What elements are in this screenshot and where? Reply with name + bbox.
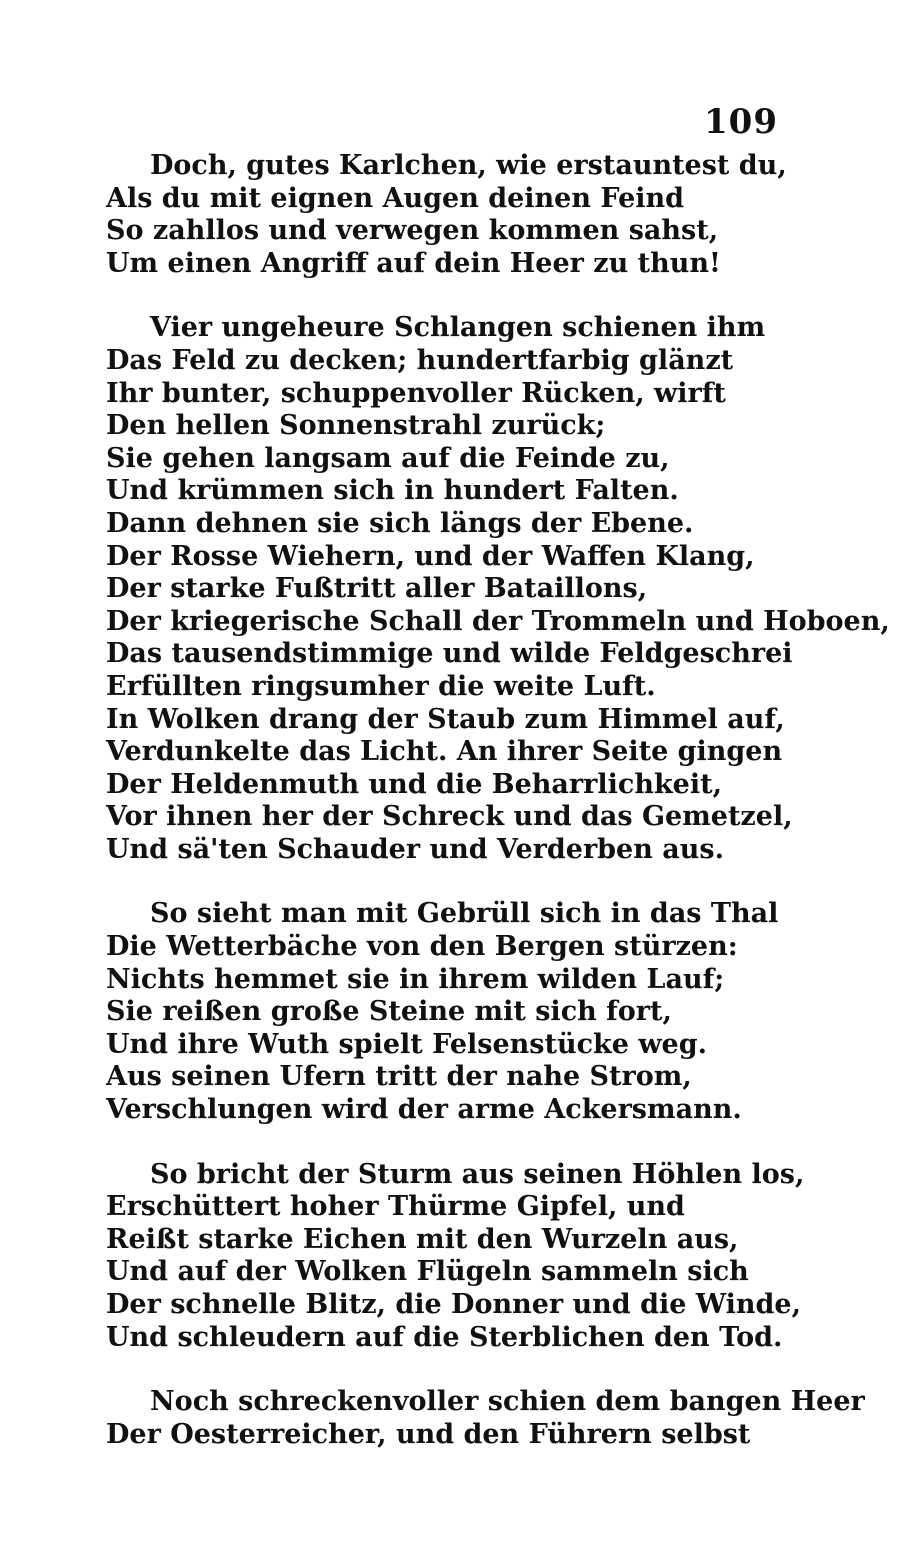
verse-line: Sie reißen große Steine mit sich fort, (106, 996, 672, 1028)
verse-line: Die Wetterbäche von den Bergen stürzen: (106, 931, 738, 963)
verse-line: Erschüttert hoher Thürme Gipfel, und (106, 1191, 685, 1223)
verse-line: Verdunkelte das Licht. An ihrer Seite gingen (106, 736, 783, 768)
stanza-3 (106, 898, 786, 1126)
verse-line: Der kriegerische Schall der Trommeln und Hoboen, (106, 605, 890, 637)
verse-line: Aus seinen Ufern tritt der nahe Strom, (106, 1061, 692, 1093)
verse-line: Der schnelle Blitz, die Donner und die Winde, (106, 1289, 801, 1320)
stanza-2 (106, 312, 890, 866)
verse-line: Und schleudern auf die Sterblichen den Tod. (106, 1321, 783, 1353)
verse-line: So sieht man mit Gebrüll sich in das Thal (150, 898, 779, 930)
verse-line: Und krümmen sich in hundert Falten. (106, 475, 679, 507)
stanza-spacer (106, 1127, 786, 1159)
verse-line: Um einen Angriff auf dein Heer zu thun! (106, 247, 721, 279)
stanza-spacer (106, 1354, 786, 1386)
stanza-4 (106, 1158, 805, 1355)
verse-line: Reißt starke Eichen mit den Wurzeln aus, (106, 1223, 739, 1255)
verse-line: Und auf der Wolken Flügeln sammeln sich (106, 1256, 749, 1288)
verse-line: Der Oesterreicher, und den Führern selbst (106, 1418, 751, 1450)
verse-line: Als du mit eignen Augen deinen Feind (106, 182, 685, 214)
page-number: 109 (704, 102, 778, 142)
verse-line: Doch, gutes Karlchen, wie erstauntest du, (150, 150, 787, 181)
verse-line: Der starke Fußtritt aller Bataillons, (106, 573, 648, 605)
stanza-spacer (106, 280, 786, 312)
verse-line: Erfüllten ringsumher die weite Luft. (106, 670, 656, 702)
verse-line: In Wolken drang der Staub zum Himmel auf, (106, 703, 785, 735)
verse-line: Ihr bunter, schuppenvoller Rücken, wirft (106, 377, 726, 409)
verse-line: Das Feld zu decken; hundertfarbig glänzt (106, 344, 734, 376)
verse-line: Der Rosse Wiehern, und der Waffen Klang, (106, 540, 755, 572)
verse-line: Sie gehen langsam auf die Feinde zu, (106, 442, 670, 474)
stanza-1 (106, 150, 786, 280)
verse-line: Der Heldenmuth und die Beharrlichkeit, (106, 768, 722, 800)
stanza-spacer (106, 866, 786, 898)
stanza-5 (106, 1386, 865, 1451)
poem-body (106, 150, 890, 1451)
verse-line: Vier ungeheure Schlangen schienen ihm (150, 312, 766, 344)
verse-line: Vor ihnen her der Schreck und das Gemetzel, (106, 801, 793, 833)
verse-line: Und sä'ten Schauder und Verderben aus. (106, 833, 724, 865)
verse-line: So bricht der Sturm aus seinen Höhlen los, (150, 1158, 805, 1190)
verse-line: Das tausendstimmige und wilde Feldgeschrei (106, 638, 793, 670)
verse-line: Dann dehnen sie sich längs der Ebene. (106, 507, 694, 539)
verse-line: Noch schreckenvoller schien dem bangen Heer (150, 1386, 865, 1418)
verse-line: Nichts hemmet sie in ihrem wilden Lauf; (106, 963, 725, 995)
verse-line: Verschlungen wird der arme Ackersmann. (106, 1094, 742, 1126)
verse-line: Und ihre Wuth spielt Felsenstücke weg. (106, 1028, 708, 1060)
verse-line: Den hellen Sonnenstrahl zurück; (106, 410, 606, 442)
verse-line: So zahllos und verwegen kommen sahst, (106, 215, 719, 247)
